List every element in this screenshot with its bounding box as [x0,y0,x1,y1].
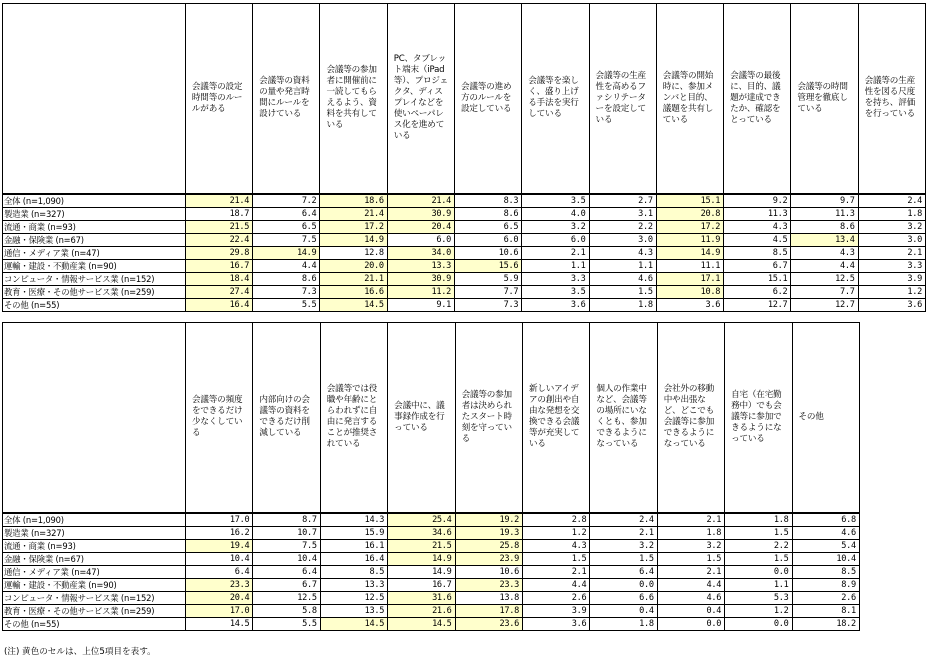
table-cell: 7.2 [253,194,320,208]
table-cell: 21.4 [185,194,252,208]
column-header: 会議等では役職や年齢にとらわれずに自由に発言することが推奨されている [320,323,387,513]
table-cell: 14.9 [320,233,387,246]
table-cell: 2.1 [522,246,589,259]
table-cell: 10.4 [253,552,320,565]
row-label: 製造業 (n=327) [3,526,186,539]
table-cell: 13.3 [387,259,454,272]
table-cell: 17.2 [656,220,723,233]
table-cell: 6.5 [253,220,320,233]
column-header: 会議等の設定時間等のルールがある [185,4,252,194]
table-cell: 14.9 [253,246,320,259]
row-label: 運輸・建設・不動産業 (n=90) [3,578,186,591]
table-cell: 21.1 [320,272,387,285]
table-cell: 6.0 [455,233,522,246]
table-cell: 1.5 [522,552,589,565]
table-cell: 16.7 [388,578,455,591]
table-cell: 23.3 [455,578,522,591]
table-cell: 19.3 [455,526,522,539]
table-cell: 3.6 [522,298,589,311]
table-cell: 1.5 [725,552,792,565]
table-cell: 3.9 [858,272,925,285]
table-cell: 20.4 [186,591,253,604]
table-cell: 16.6 [320,285,387,298]
table-cell: 8.6 [791,220,858,233]
table-cell: 12.7 [724,298,791,311]
header-blank [3,323,186,513]
table-cell: 3.6 [522,617,589,630]
table-cell: 1.1 [589,259,656,272]
table-cell: 1.2 [858,285,925,298]
table-cell: 4.6 [589,272,656,285]
table-cell: 14.9 [388,552,455,565]
table-cell: 12.5 [791,272,858,285]
table-cell: 18.6 [320,194,387,208]
column-header: 会議等の頻度をできるだけ少なくしている [186,323,253,513]
table-cell: 0.0 [725,617,792,630]
table-cell: 5.5 [253,298,320,311]
column-header: 会議等を楽しく、盛り上げる手法を実行している [522,4,589,194]
table-cell: 21.6 [388,604,455,617]
table-cell: 27.4 [185,285,252,298]
row-label: 全体 (n=1,090) [3,513,186,527]
table-cell: 6.4 [186,565,253,578]
table-cell: 4.5 [724,233,791,246]
row-label: 教育・医療・その他サービス業 (n=259) [3,604,186,617]
table-cell: 6.7 [253,578,320,591]
table-cell: 3.0 [589,233,656,246]
table-row [3,259,926,272]
table-cell: 2.4 [590,513,657,527]
column-header: 会議等の参加者は決められたスタート時刻を守っている [455,323,522,513]
table-cell: 30.9 [387,207,454,220]
table-cell: 12.5 [253,591,320,604]
table-cell: 14.5 [320,298,387,311]
table-cell: 17.0 [186,513,253,527]
table-cell: 8.5 [724,246,791,259]
table-cell: 3.3 [858,259,925,272]
table-cell: 12.8 [320,246,387,259]
table-cell: 3.2 [522,220,589,233]
table-cell: 9.1 [387,298,454,311]
table-cell: 11.9 [656,233,723,246]
table-cell: 1.5 [590,552,657,565]
table-cell: 16.4 [320,552,387,565]
table-cell: 18.4 [185,272,252,285]
column-header: 会議等の参加者に開催前に一読してもらえるよう、資料を共有している [320,4,387,194]
table-cell: 6.4 [590,565,657,578]
table-cell: 7.5 [253,539,320,552]
table-cell: 7.7 [791,285,858,298]
table-row [3,604,860,617]
table-cell: 19.4 [186,539,253,552]
table-cell: 21.4 [387,194,454,208]
table-cell: 1.5 [725,526,792,539]
table-cell: 1.8 [858,207,925,220]
table-cell: 20.0 [320,259,387,272]
column-header: 会議等の進め方のルールを設定している [455,4,522,194]
table-cell: 8.5 [320,565,387,578]
table-cell: 7.7 [455,285,522,298]
table-cell: 15.1 [656,194,723,208]
column-header: PC、タブレット端末（iPad等）、プロジェクタ、ディスプレイなどを使いペーパレス化を進めている [387,4,454,194]
table-row [3,591,860,604]
row-label: コンピュータ・情報サービス業 (n=152) [3,272,186,285]
table-cell: 1.1 [522,259,589,272]
table-cell: 3.6 [656,298,723,311]
table-cell: 9.7 [791,194,858,208]
table-cell: 4.4 [253,259,320,272]
table-cell: 0.0 [657,617,724,630]
row-label: 流通・商業 (n=93) [3,220,186,233]
table-cell: 6.7 [724,259,791,272]
row-label: 金融・保険業 (n=67) [3,552,186,565]
table-cell: 11.1 [656,259,723,272]
table-cell: 2.6 [522,591,589,604]
column-header: 新しいアイデアの創出や自由な発想を交換できる会議等が充実している [522,323,589,513]
column-header: 内部向けの会議等の資料をできるだけ削減している [253,323,320,513]
table-cell: 34.0 [387,246,454,259]
table-cell: 14.9 [656,246,723,259]
table-cell: 21.5 [185,220,252,233]
table-cell: 2.1 [657,513,724,527]
table-cell: 17.8 [455,604,522,617]
table-row [3,194,926,208]
table-cell: 8.9 [792,578,859,591]
table-row [3,513,860,527]
row-label: コンピュータ・情報サービス業 (n=152) [3,591,186,604]
table-cell: 17.0 [186,604,253,617]
table-cell: 2.7 [589,194,656,208]
table-cell: 5.4 [792,539,859,552]
row-label: 運輸・建設・不動産業 (n=90) [3,259,186,272]
table-cell: 10.8 [656,285,723,298]
table-cell: 1.8 [590,617,657,630]
table-cell: 4.4 [657,578,724,591]
table-cell: 1.8 [725,513,792,527]
table-cell: 1.2 [522,526,589,539]
table-row [3,526,860,539]
table-cell: 0.4 [657,604,724,617]
table-cell: 16.1 [320,539,387,552]
table-cell: 25.8 [455,539,522,552]
table-cell: 3.2 [590,539,657,552]
column-header: その他 [792,323,859,513]
table-cell: 2.1 [590,526,657,539]
table-cell: 2.2 [725,539,792,552]
table-cell: 1.8 [657,526,724,539]
table-cell: 9.2 [724,194,791,208]
table-cell: 2.1 [522,565,589,578]
table-row [3,220,926,233]
footnote: (注) 黄色のセルは、上位5項目を表す。 [4,647,156,657]
table-cell: 12.7 [791,298,858,311]
table-cell: 8.1 [792,604,859,617]
table-cell: 6.6 [590,591,657,604]
table-cell: 4.4 [522,578,589,591]
table-cell: 5.8 [253,604,320,617]
table-cell: 14.3 [320,513,387,527]
column-header: 会議等の時間管理を徹底している [791,4,858,194]
table-cell: 11.3 [724,207,791,220]
table-cell: 21.5 [388,539,455,552]
table-cell: 7.3 [253,285,320,298]
table-cell: 23.6 [455,617,522,630]
table-cell: 8.3 [455,194,522,208]
table-cell: 3.3 [522,272,589,285]
table-cell: 1.5 [657,552,724,565]
table-cell: 4.6 [792,526,859,539]
table-cell: 4.0 [522,207,589,220]
table-cell: 1.8 [589,298,656,311]
table-cell: 0.0 [725,565,792,578]
table-cell: 5.5 [253,617,320,630]
table-cell: 10.7 [253,526,320,539]
column-header: 会議等の生産性を図る尺度を持ち、評価を行っている [858,4,925,194]
table-cell: 4.6 [657,591,724,604]
table-row [3,233,926,246]
row-label: 全体 (n=1,090) [3,194,186,208]
table-cell: 23.9 [455,552,522,565]
row-label: 教育・医療・その他サービス業 (n=259) [3,285,186,298]
table-cell: 7.3 [455,298,522,311]
table-cell: 16.4 [185,298,252,311]
table-row [3,298,926,311]
table-cell: 30.9 [387,272,454,285]
table-cell: 8.6 [253,272,320,285]
table-cell: 17.2 [320,220,387,233]
table-cell: 3.5 [522,285,589,298]
table-cell: 16.2 [186,526,253,539]
table-row [3,539,860,552]
table-cell: 14.5 [186,617,253,630]
table-cell: 1.1 [725,578,792,591]
table-cell: 11.3 [791,207,858,220]
table-cell: 6.5 [455,220,522,233]
table-cell: 6.8 [792,513,859,527]
table-cell: 6.0 [387,233,454,246]
table-cell: 10.6 [455,565,522,578]
table-row [3,617,860,630]
table-cell: 23.3 [186,578,253,591]
table-cell: 8.5 [792,565,859,578]
table-cell: 12.5 [320,591,387,604]
table-cell: 8.6 [455,207,522,220]
column-header: 会議等の最後に、目的、議題が達成できたか、確認をとっている [724,4,791,194]
table-cell: 2.2 [589,220,656,233]
table-cell: 3.9 [522,604,589,617]
table-cell: 10.6 [455,246,522,259]
table-cell: 15.9 [320,526,387,539]
table-2 [2,322,860,631]
table-cell: 18.7 [185,207,252,220]
table-cell: 21.4 [320,207,387,220]
column-header: 会議等の開始時に、参加メンバと目的、議題を共有している [656,4,723,194]
table-row [3,578,860,591]
table-cell: 15.6 [455,259,522,272]
table-cell: 14.5 [388,617,455,630]
header-blank [3,4,186,194]
table-cell: 4.3 [589,246,656,259]
table-cell: 1.5 [589,285,656,298]
table-cell: 13.3 [320,578,387,591]
table-cell: 2.1 [657,565,724,578]
table-row [3,552,860,565]
table-1 [2,3,926,312]
table-cell: 3.5 [522,194,589,208]
table-row [3,285,926,298]
row-label: 流通・商業 (n=93) [3,539,186,552]
row-label: 通信・メディア業 (n=47) [3,565,186,578]
table-cell: 14.9 [388,565,455,578]
table-row [3,246,926,259]
table-cell: 4.3 [791,246,858,259]
column-header: 会社外の移動中や出張など、どこでも会議等に参加できるようになっている [657,323,724,513]
table-cell: 5.3 [725,591,792,604]
table-cell: 4.4 [791,259,858,272]
table-cell: 6.4 [253,565,320,578]
table-cell: 6.2 [724,285,791,298]
table-row [3,272,926,285]
table-cell: 2.6 [792,591,859,604]
table-cell: 18.2 [792,617,859,630]
column-header: 会議中に、議事録作成を行っている [388,323,455,513]
table-cell: 2.4 [858,194,925,208]
table-cell: 22.4 [185,233,252,246]
table-cell: 3.1 [589,207,656,220]
table-cell: 4.3 [724,220,791,233]
table-cell: 6.4 [253,207,320,220]
table-cell: 13.5 [320,604,387,617]
column-header: 個人の作業中など、会議等の場所にいなくとも、参加できるようになっている [590,323,657,513]
table-cell: 3.0 [858,233,925,246]
table-cell: 13.8 [455,591,522,604]
table-cell: 10.4 [792,552,859,565]
table-cell: 25.4 [388,513,455,527]
table-cell: 29.8 [185,246,252,259]
table-cell: 34.6 [388,526,455,539]
table-row [3,565,860,578]
table-cell: 2.1 [858,246,925,259]
table-cell: 16.7 [185,259,252,272]
column-header: 会議等の生産性を高めるファシリテーターを設定している [589,4,656,194]
table-cell: 14.5 [320,617,387,630]
table-cell: 2.8 [522,513,589,527]
table-cell: 11.2 [387,285,454,298]
table-cell: 6.0 [522,233,589,246]
table-cell: 20.4 [387,220,454,233]
column-header: 会議等の資料の量や発言時間にルールを設けている [253,4,320,194]
table-cell: 7.5 [253,233,320,246]
table-cell: 3.2 [657,539,724,552]
row-label: 製造業 (n=327) [3,207,186,220]
table-cell: 4.3 [522,539,589,552]
table-cell: 15.1 [724,272,791,285]
row-label: その他 (n=55) [3,298,186,311]
table-cell: 13.4 [791,233,858,246]
row-label: その他 (n=55) [3,617,186,630]
table-row [3,207,926,220]
table-cell: 5.9 [455,272,522,285]
table-cell: 17.1 [656,272,723,285]
table-cell: 0.4 [590,604,657,617]
table-cell: 31.6 [388,591,455,604]
table-cell: 3.2 [858,220,925,233]
table-cell: 3.6 [858,298,925,311]
table-cell: 1.2 [725,604,792,617]
table-cell: 8.7 [253,513,320,527]
table-cell: 10.4 [186,552,253,565]
table-cell: 0.0 [590,578,657,591]
row-label: 通信・メディア業 (n=47) [3,246,186,259]
row-label: 金融・保険業 (n=67) [3,233,186,246]
table-cell: 20.8 [656,207,723,220]
table-cell: 19.2 [455,513,522,527]
column-header: 自宅（在宅勤務中）でも会議等に参加できるようになっている [725,323,792,513]
